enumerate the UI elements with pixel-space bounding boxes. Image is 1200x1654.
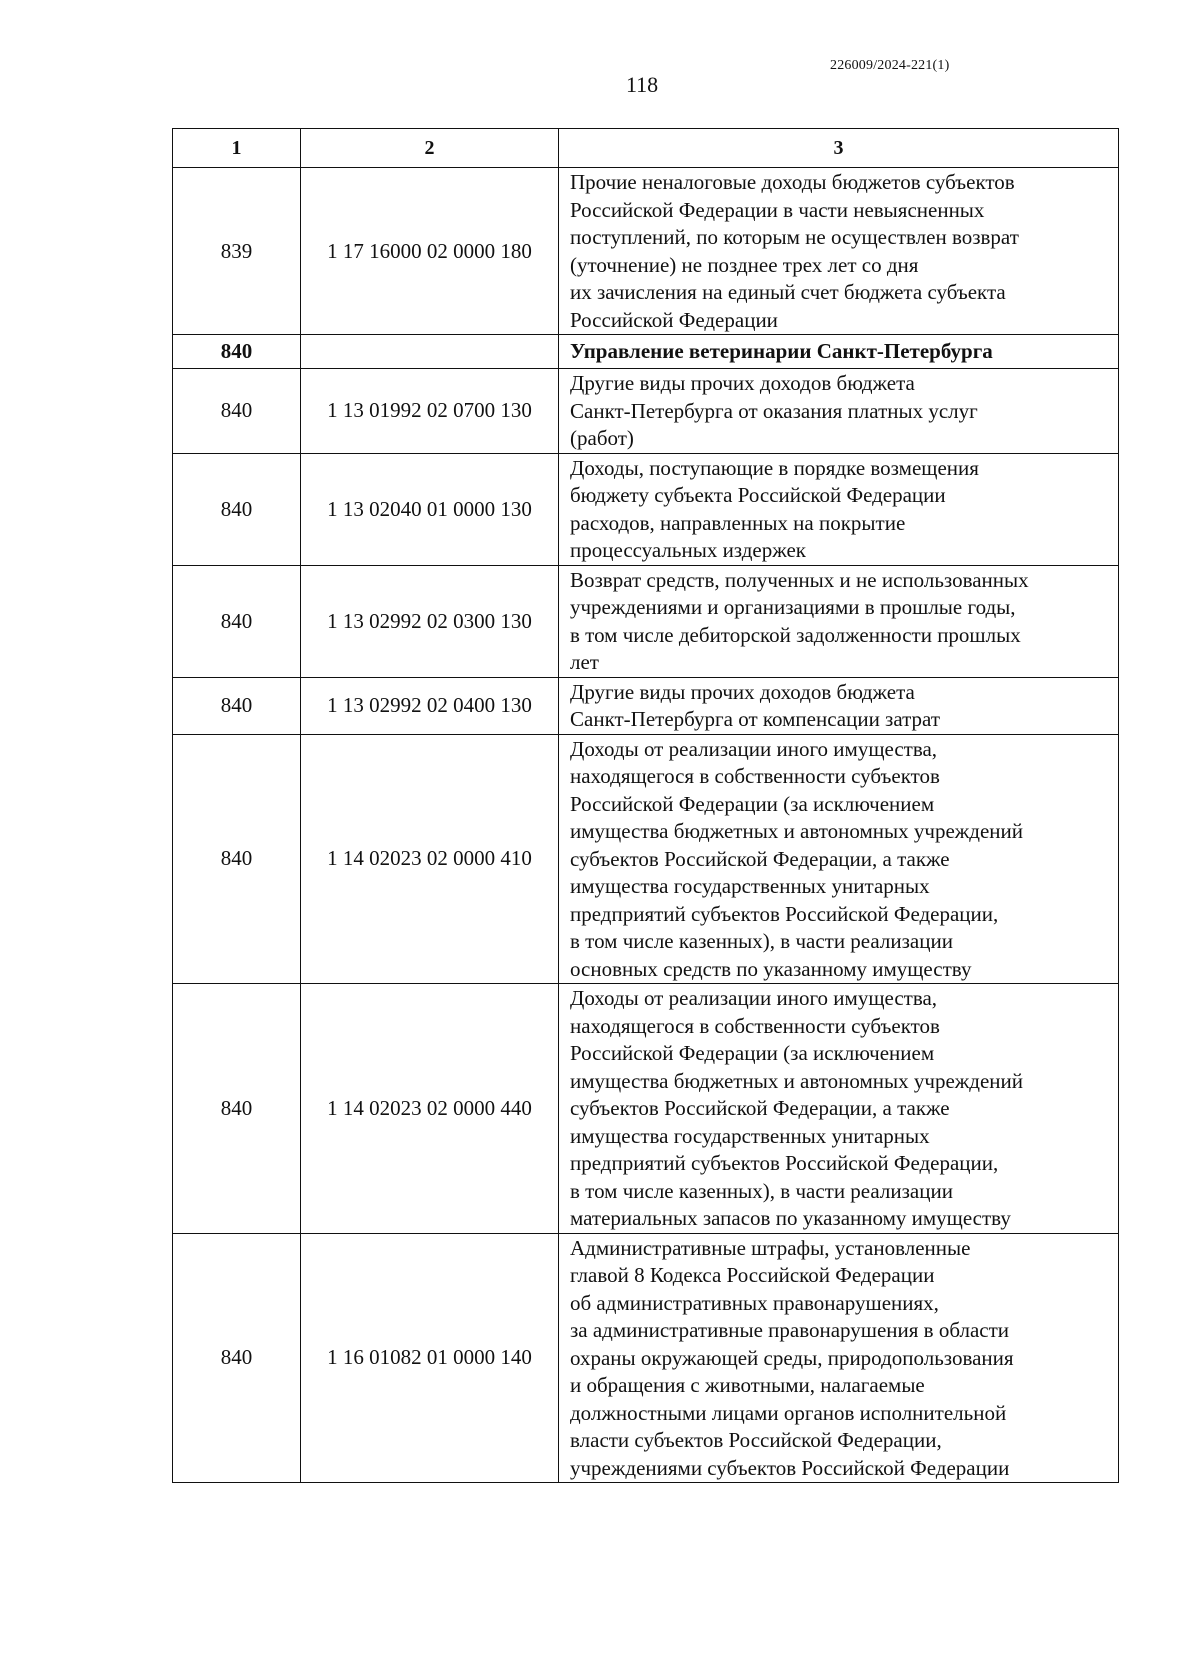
table-row [173, 453, 1119, 565]
description-cell: Другие виды прочих доходов бюджета Санкт-Петербурга от оказания платных услуг (работ) [559, 369, 1119, 454]
description-cell: Доходы, поступающие в порядке возмещения бюджету субъекта Российской Федерации расходов, направленных на покрытие процессуальных издержек [559, 453, 1119, 565]
admin-code-cell: 840 [173, 1233, 301, 1483]
page-number: 118 [626, 72, 659, 97]
description-cell: Управление ветеринарии Санкт-Петербурга [559, 335, 1119, 369]
table-row [173, 677, 1119, 734]
admin-code-cell: 840 [173, 453, 301, 565]
description-cell: Доходы от реализации иного имущества, находящегося в собственности субъектов Российской Федерации (за исключением имущества бюджетных и автономных учреждений субъектов Российской Федерации, а также имущества государственных унитарных предприятий субъектов Российской Федерации, в том числе казенных), в части реализации основных средств по указанному имуществу [559, 734, 1119, 984]
table-row [173, 369, 1119, 454]
income-code-cell: 1 14 02023 02 0000 440 [301, 984, 559, 1234]
table-body [173, 168, 1119, 1483]
admin-code-cell: 840 [173, 734, 301, 984]
table-row [173, 168, 1119, 335]
section-row [173, 335, 1119, 369]
income-code-cell: 1 13 02992 02 0400 130 [301, 677, 559, 734]
admin-code-cell: 840 [173, 677, 301, 734]
description-cell: Административные штрафы, установленные главой 8 Кодекса Российской Федерации об административных правонарушениях, за административные правонарушения в области охраны окружающей среды, природопользования и обращения с животными, налагаемые должностными лицами органов исполнительной власти субъектов Российской Федерации, учреждениями субъектов Российской Федерации [559, 1233, 1119, 1483]
income-code-cell: 1 13 01992 02 0700 130 [301, 369, 559, 454]
admin-code-cell: 840 [173, 984, 301, 1234]
table-row [173, 1233, 1119, 1483]
admin-code-cell: 840 [173, 335, 301, 369]
income-code-cell: 1 13 02992 02 0300 130 [301, 565, 559, 677]
admin-code-cell: 840 [173, 369, 301, 454]
income-code-cell: 1 13 02040 01 0000 130 [301, 453, 559, 565]
document-registration-number: 226009/2024-221(1) [830, 58, 950, 73]
income-code-cell: 1 17 16000 02 0000 180 [301, 168, 559, 335]
description-cell: Прочие неналоговые доходы бюджетов субъектов Российской Федерации в части невыясненных поступлений, по которым не осуществлен возврат (уточнение) не позднее трех лет со дня их зачисления на единый счет бюджета субъекта Российской Федерации [559, 168, 1119, 335]
admin-code-cell: 839 [173, 168, 301, 335]
column-header-2: 2 [301, 129, 559, 168]
table-header-row [173, 129, 1119, 168]
income-code-cell: 1 16 01082 01 0000 140 [301, 1233, 559, 1483]
table-row [173, 734, 1119, 984]
description-cell: Доходы от реализации иного имущества, находящегося в собственности субъектов Российской Федерации (за исключением имущества бюджетных и автономных учреждений субъектов Российской Федерации, а также имущества государственных унитарных предприятий субъектов Российской Федерации, в том числе казенных), в части реализации материальных запасов по указанному имуществу [559, 984, 1119, 1234]
column-header-3: 3 [559, 129, 1119, 168]
admin-code-cell: 840 [173, 565, 301, 677]
table-row [173, 565, 1119, 677]
description-cell: Другие виды прочих доходов бюджета Санкт-Петербурга от компенсации затрат [559, 677, 1119, 734]
table-row [173, 984, 1119, 1234]
description-cell: Возврат средств, полученных и не использованных учреждениями и организациями в прошлые годы, в том числе дебиторской задолженности прошлых лет [559, 565, 1119, 677]
budget-classification-table [172, 128, 1119, 1483]
income-code-cell [301, 335, 559, 369]
column-header-1: 1 [173, 129, 301, 168]
income-code-cell: 1 14 02023 02 0000 410 [301, 734, 559, 984]
